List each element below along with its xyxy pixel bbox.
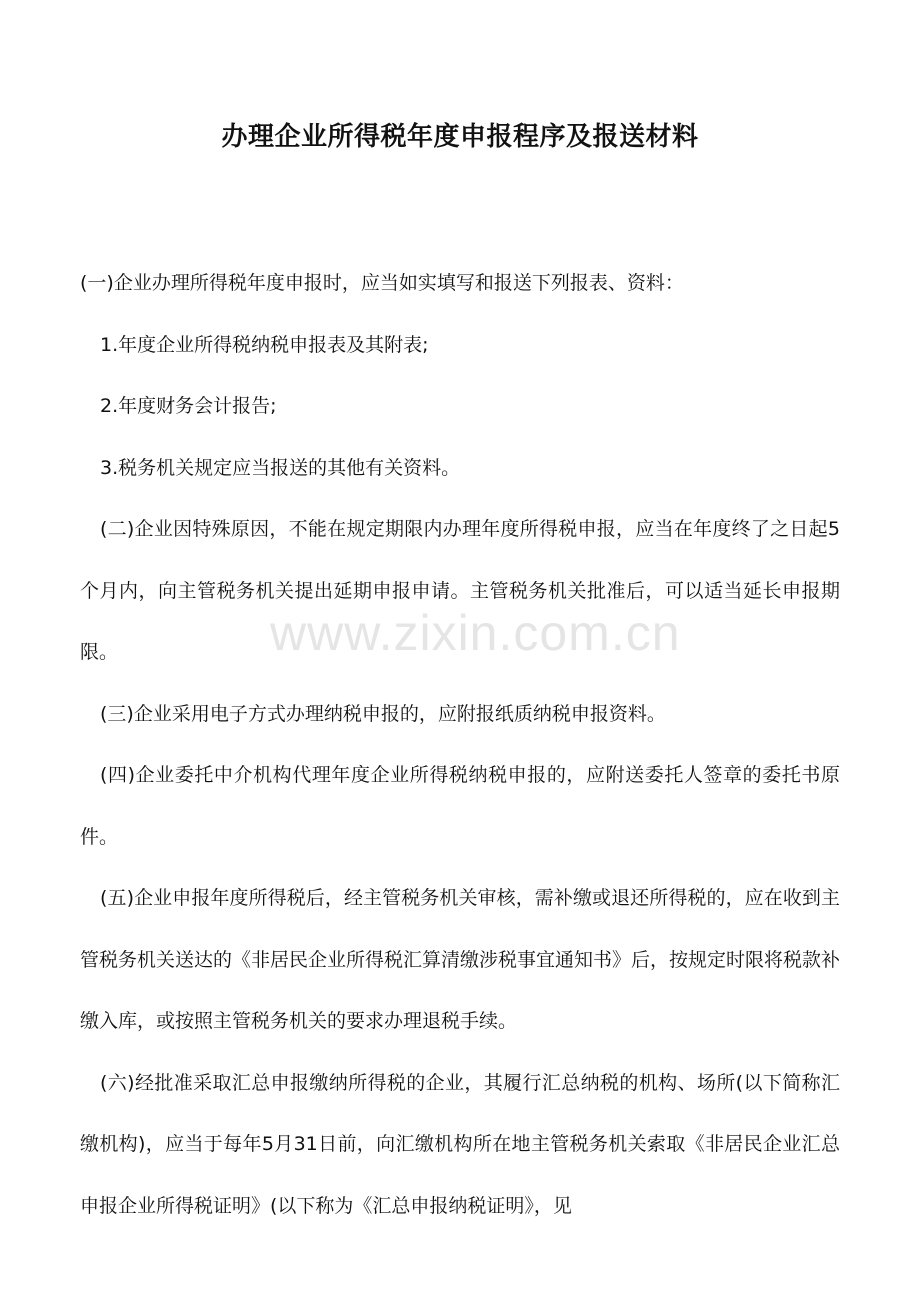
paragraph-3-electronic: (三)企业采用电子方式办理纳税申报的，应附报纸质纳税申报资料。 — [100, 702, 666, 725]
document-title: 办理企业所得税年度申报程序及报送材料 — [221, 122, 699, 152]
list-item-3: 3.税务机关规定应当报送的其他有关资料。 — [100, 456, 461, 479]
paragraph-5-review: (五)企业申报年度所得税后，经主管税务机关审核，需补缴或退还所得税的，应在收到主管税务机关送达的《非居民企业所得税汇算清缴涉税事宜通知书》后，按规定时限将税款补缴入库，或按照主管税务机关的要求办理退税手续。 — [80, 887, 841, 1032]
document-body — [80, 253, 840, 1237]
paragraph-2-extension: (二)企业因特殊原因，不能在规定期限内办理年度所得税申报，应当在年度终了之日起5个月内，向主管税务机关提出延期申报申请。主管税务机关批准后，可以适当延长申报期限。 — [80, 518, 840, 663]
paragraph-4-agent: (四)企业委托中介机构代理年度企业所得税纳税申报的，应附送委托人签章的委托书原件。 — [80, 764, 840, 848]
paragraph-1-intro: (一)企业办理所得税年度申报时，应当如实填写和报送下列报表、资料： — [80, 272, 684, 294]
paragraph-6-consolidated: (六)经批准采取汇总申报缴纳所得税的企业，其履行汇总纳税的机构、场所(以下简称汇缴机构)，应当于每年5月31日前，向汇缴机构所在地主管税务机关索取《非居民企业汇总申报企业所得税证明》(以下称为《汇总申报纳税证明》，见 — [80, 1071, 840, 1217]
list-item-2: 2.年度财务会计报告; — [100, 395, 277, 417]
watermark-text: www.zixin.com.cn — [270, 605, 681, 661]
list-item-1: 1.年度企业所得税纳税申报表及其附表; — [100, 333, 429, 356]
